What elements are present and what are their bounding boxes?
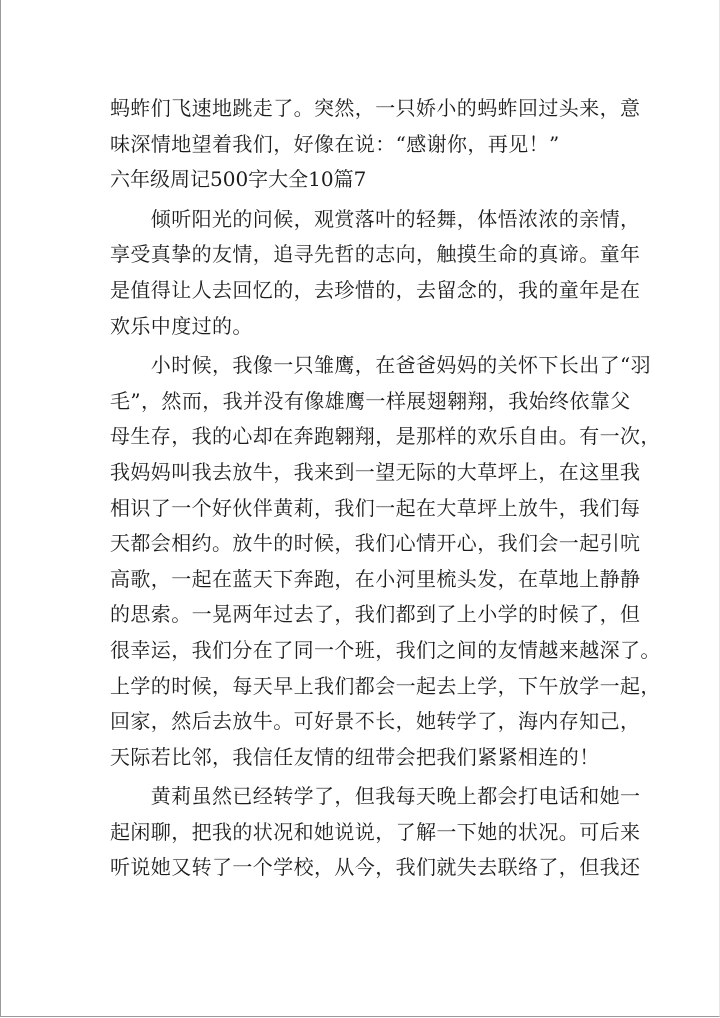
text-line: 天都会相约。放牛的时候，我们心情开心，我们会一起引吭 (110, 531, 641, 556)
text-line: 的思索。一晃两年过去了，我们都到了上小学的时候了，但 (110, 602, 641, 627)
paragraph-2 (110, 348, 661, 775)
text-line: 倾听阳光的问候，观赏落叶的轻舞，体悟浓浓的亲情， (110, 206, 641, 231)
text-line: 味深情地望着我们，好像在说：“感谢你，再见！” (110, 131, 560, 156)
text-line: 毛”，然而，我并没有像雄鹰一样展翅翱翔，我始终依靠父 (110, 388, 631, 413)
text-line: 听说她又转了一个学校，从今，我们就失去联络了，但我还 (110, 855, 641, 880)
text-line: 上学的时候，每天早上我们都会一起去上学，下午放学一起， (110, 673, 661, 698)
text-line: 蚂蚱们飞速地跳走了。突然，一只娇小的蚂蚱回过头来，意 (110, 96, 641, 120)
paragraph-1 (110, 202, 641, 344)
text-line: 享受真挚的友情，追寻先哲的志向，触摸生命的真谛。童年 (110, 242, 641, 267)
text-line: 很幸运，我们分在了同一个班，我们之间的友情越来越深了。 (110, 637, 661, 662)
text-line: 天际若比邻，我信任友情的纽带会把我们紧紧相连的！ (110, 744, 600, 769)
text-line: 起闲聊，把我的状况和她说说，了解一下她的状况。可后来 (110, 819, 641, 844)
text-line: 回家，然后去放牛。可好景不长，她转学了，海内存知己， (110, 709, 641, 734)
paragraph-3 (110, 779, 641, 886)
text-line: 小时候，我像一只雏鹰，在爸爸妈妈的关怀下长出了“羽 (110, 353, 652, 378)
text-line: 母生存，我的心却在奔跑翱翔，是那样的欢乐自由。有一次， (110, 424, 661, 449)
document-body (110, 91, 661, 886)
text-line: 高歌，一起在蓝天下奔跑，在小河里梳头发，在草地上静静 (110, 566, 641, 591)
article-heading: 六年级周记500字大全10篇7 (110, 167, 367, 192)
text-line: 是值得让人去回忆的，去珍惜的，去留念的，我的童年是在 (110, 277, 641, 302)
text-line: 相识了一个好伙伴黄莉，我们一起在大草坪上放牛，我们每 (110, 495, 641, 520)
text-line: 欢乐中度过的。 (110, 313, 253, 338)
text-line: 我妈妈叫我去放牛，我来到一望无际的大草坪上，在这里我 (110, 459, 641, 484)
text-line: 黄莉虽然已经转学了，但我每天晚上都会打电话和她一 (110, 784, 641, 809)
